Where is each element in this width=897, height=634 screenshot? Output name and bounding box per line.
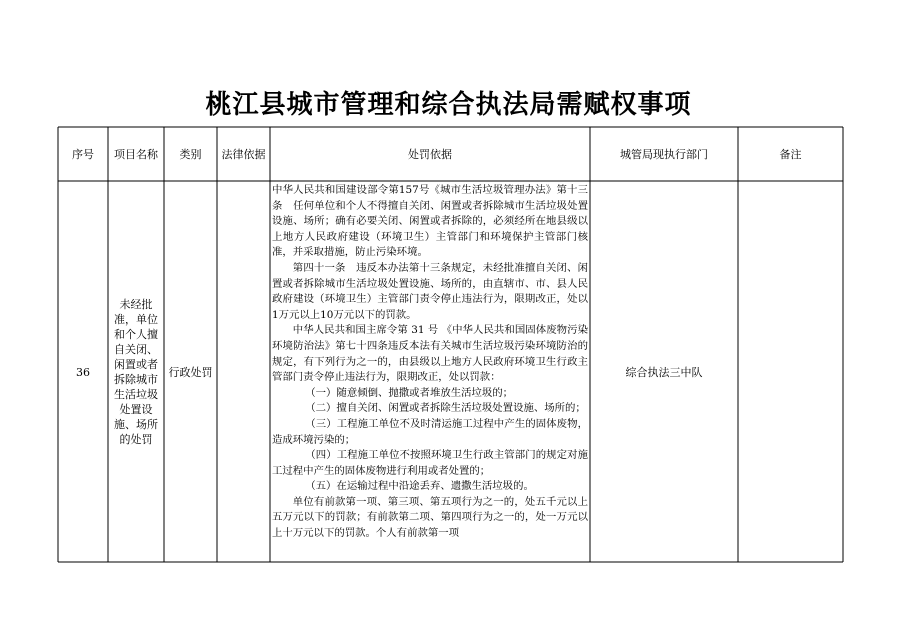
row-no: 36 — [76, 365, 90, 379]
basis-paragraph: （二）擅自关闭、闲置或者拆除生活垃圾处置设施、场所的； — [305, 402, 586, 415]
row-category: 行政处罚 — [168, 366, 213, 379]
basis-paragraph: （一）随意倾倒、抛撒或者堆放生活垃圾的； — [305, 386, 514, 399]
header-penalty-basis: 处罚依据 — [408, 148, 452, 161]
basis-paragraph: 单位有前款第一项、第三项、第五项行为之一的，处五千元以上五万元以下的罚款；有前款第二项、第四项行为之一的，处一万元以上十万元以下的罚款。个人有前款第一项 — [272, 495, 588, 540]
basis-paragraph: （四）工程施工单位不按照环境卫生行政主管部门的规定对施工过程中产生的固体废物进行利用或者处置的； — [272, 449, 588, 477]
header-legal-basis: 法律依据 — [221, 148, 266, 161]
row-department: 综合执法三中队 — [625, 366, 703, 379]
basis-paragraph: 中华人民共和国建设部令第157号《城市生活垃圾管理办法》第十三条 任何单位和个人不得擅自关闭、闲置或者拆除城市生活垃圾处置设施、场所；确有必要关闭、闲置或者拆除的，必须经所在地县级以上地方人民政府建设（环境卫生）主管部门和环境保护主管部门核准，并采取措施，防止污染环境。 — [272, 184, 588, 259]
basis-paragraph: 第四十一条 违反本办法第十三条规定，未经批准擅自关闭、闲置或者拆除城市生活垃圾处置设施、场所的，由直辖市、市、县人民政府建设（环境卫生）主管部门责令停止违法行为，限期改正，处以1万元以上10万元以下的罚款。 — [272, 261, 588, 321]
row-remarks — [738, 182, 843, 562]
row-item-name: 未经批准，单位和个人擅自关闭、闲置或者拆除城市生活垃圾处置设施、场所的处罚 — [114, 298, 158, 446]
header-remarks: 备注 — [779, 148, 802, 161]
row-penalty-basis — [272, 183, 588, 561]
header-no: 序号 — [72, 148, 94, 161]
header-category: 类别 — [179, 148, 202, 161]
basis-paragraph: （三）工程施工单位不及时清运施工过程中产生的固体废物，造成环境污染的； — [272, 417, 588, 446]
basis-paragraph: （五）在运输过程中沿途丢弃、遗撒生活垃圾的。 — [305, 480, 534, 493]
basis-paragraph: 中华人民共和国主席令第 31 号 《中华人民共和国固体废物污染环境防治法》第七十四条违反本法有关城市生活垃圾污染环境防治的规定，有下列行为之一的，由县级以上地方人民政府环境卫生行政主管部门责令停止违法行为，限期改正，处以罚款： — [272, 324, 588, 384]
row-legal-basis — [217, 182, 270, 562]
header-department: 城管局现执行部门 — [620, 148, 708, 161]
header-item-name: 项目名称 — [114, 148, 158, 161]
page-title: 桃江县城市管理和综合执法局需赋权事项 — [205, 90, 692, 120]
